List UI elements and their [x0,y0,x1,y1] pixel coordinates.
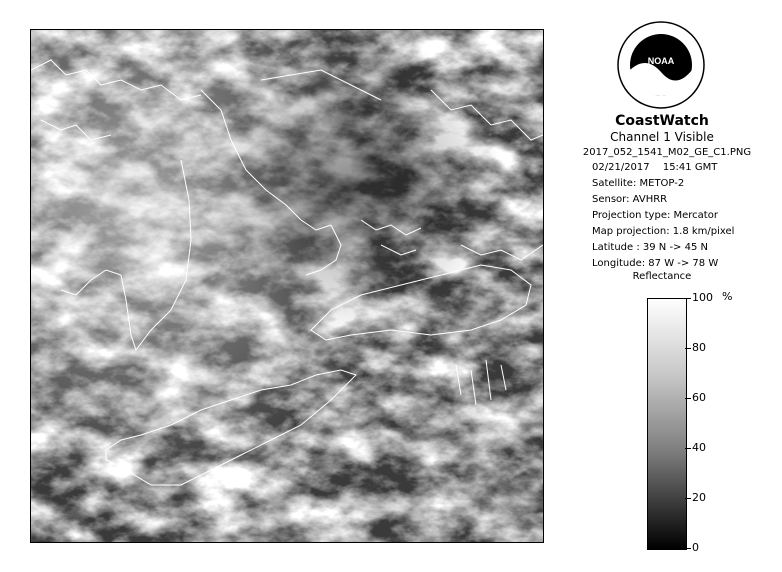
colorbar-tick-label: 80 [692,341,706,354]
colorbar-tick [685,298,691,299]
date-text: 02/21/2017 [592,162,650,173]
colorbar-tick-label: 40 [692,441,706,454]
colorbar-tick [685,548,691,549]
projection-type-text: Projection type: Mercator [592,210,718,221]
date-time [592,162,727,173]
colorbar-tick [685,348,691,349]
latitude-text: Latitude : 39 N -> 45 N [592,242,708,253]
colorbar-tick-label: 60 [692,391,706,404]
logo-text: NOAA [647,56,675,66]
colorbar-tick [685,448,691,449]
colorbar-tick [685,398,691,399]
map-projection-text: Map projection: 1.8 km/pixel [592,226,735,237]
reflectance-colorbar [647,298,687,550]
time-text: 15:41 GMT [662,162,718,173]
channel-subtitle: Channel 1 Visible [610,130,714,144]
sensor-text: Sensor: AVHRR [592,194,668,205]
noaa-logo [616,20,706,110]
file-name: 2017_052_1541_M02_GE_C1.PNG [582,147,752,158]
colorbar-tick-label: 20 [692,491,706,504]
colorbar-tick-label: 0 [692,541,699,554]
colorbar-tick-label: 100 [692,291,713,304]
longitude-text: Longitude: 87 W -> 78 W [592,258,719,269]
scale-unit: % [722,290,733,303]
colorbar-tick [685,498,691,499]
satellite-text: Satellite: METOP-2 [592,178,685,189]
scale-title: Reflectance [632,271,692,282]
product-title: CoastWatch [615,113,709,129]
clear-sky-area [31,30,543,542]
satellite-image [30,29,544,543]
